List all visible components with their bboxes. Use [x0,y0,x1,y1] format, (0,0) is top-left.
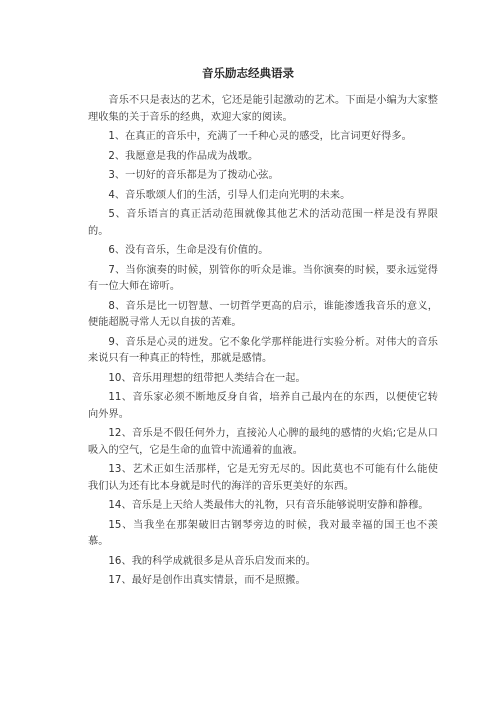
quote-item: 9、音乐是心灵的迸发。它不象化学那样能进行实验分析。对伟大的音乐来说只有一种真正的特性，那就是感情。 [88,336,438,364]
quote-list [88,129,438,590]
quote-item: 1、在真正的音乐中，充满了一千种心灵的感受，比言词更好得多。 [108,131,412,142]
quote-item: 10、音乐用理想的纽带把人类结合在一起。 [108,372,306,384]
quote-item: 17、最好是创作出真实情景，而不是照搬。 [108,575,306,586]
intro-paragraph: 音乐不只是表达的艺术，它还是能引起激动的艺术。下面是小编为大家整理收集的关于音乐的经典，欢迎大家的阅读。 [88,95,438,123]
quote-item: 7、当你演奏的时候，别管你的听众是谁。当你演奏的时候，要永远觉得有一位大师在谛听。 [88,264,438,292]
quote-item: 6、没有音乐，生命是没有价值的。 [108,245,269,256]
quote-item: 16、我的科学成就很多是从音乐启发而来的。 [108,555,316,567]
quote-item: 2、我愿意是我的作品成为战歌。 [108,150,259,162]
quote-item: 12、音乐是不假任何外力，直接沁人心脾的最纯的感情的火焰;它是从口吸入的空气，它是生命的血管中流通着的血液。 [88,428,438,456]
quote-item: 4、音乐歌颂人们的生活，引导人们走向光明的未来。 [108,189,351,201]
quote-item: 13、艺术正如生活那样，它是无穷无尽的。因此莫也不可能有什么能使我们认为还有比本身就是时代的海洋的音乐更美好的东西。 [88,464,438,492]
quote-item: 11、音乐家必须不断地反身自省，培养自己最内在的东西，以便使它转向外界。 [88,392,438,420]
quote-item: 14、音乐是上天给人类最伟大的礼物，只有音乐能够说明安静和静穆。 [108,500,429,511]
quote-item: 3、一切好的音乐都是为了拨动心弦。 [108,170,279,181]
quote-item: 5、音乐语言的真正活动范围就像其他艺术的活动范围一样是没有界限的。 [88,209,438,237]
quote-item: 15、当我坐在那架破旧古钢琴旁边的时候，我对最幸福的国王也不羡慕。 [88,519,438,547]
document-title: 音乐励志经典语录 [202,66,294,80]
quote-item: 8、音乐是比一切智慧、一切哲学更高的启示，谁能渗透我音乐的意义，便能超脱寻常人无以自拔的苦难。 [88,300,438,328]
